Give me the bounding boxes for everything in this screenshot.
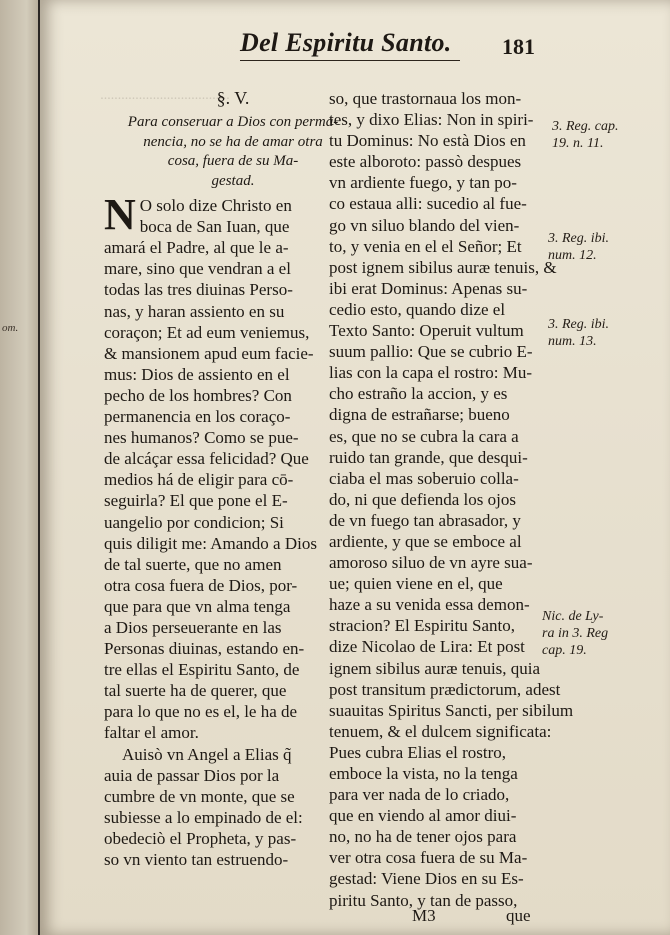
text-line: dize Nicolao de Lira: Et post bbox=[329, 637, 525, 657]
summary-line: nencia, no se ha de amar otra bbox=[143, 133, 323, 150]
margin-note bbox=[542, 608, 608, 659]
text-line: ruido tan grande, que desqui- bbox=[329, 447, 528, 467]
text-line: pecho de los hombres? Con bbox=[104, 385, 292, 405]
text-line: este alboroto: passò despues bbox=[329, 152, 522, 172]
text-line: de alcáçar essa felicidad? Que bbox=[104, 449, 309, 469]
text-line: ver otra cosa fuera de su Ma- bbox=[329, 848, 528, 868]
text-line: Pues cubra Elias el rostro, bbox=[329, 742, 507, 762]
paragraph-body bbox=[104, 191, 362, 870]
text-line: coraçon; Et ad eum veniemus, bbox=[104, 322, 310, 342]
text-line: otra cosa fuera de Dios, por- bbox=[104, 575, 298, 595]
text-line: ciaba el mas soberuio colla- bbox=[329, 468, 519, 488]
text-line: es, que no se cubra la cara a bbox=[329, 426, 519, 446]
text-line: obedeciò el Propheta, y pas- bbox=[104, 828, 297, 848]
running-header: Del Espiritu Santo. bbox=[240, 28, 460, 61]
text-line: no, no ha de tener ojos para bbox=[329, 827, 517, 847]
text-line: amará el Padre, al que le a- bbox=[104, 238, 289, 258]
text-line: suauitas Spiritus Sancti, per sibilum bbox=[329, 700, 574, 720]
text-line: para ver nada de lo criado, bbox=[329, 785, 510, 805]
summary-line: cosa, fuera de su Ma- bbox=[167, 153, 299, 170]
margin-note bbox=[548, 230, 609, 264]
text-line: tu Dominus: No està Dios en bbox=[329, 131, 526, 151]
facing-page-fragment: om. bbox=[2, 322, 19, 334]
text-line: post transitum prædictorum, adest bbox=[329, 679, 561, 699]
facing-page-edge bbox=[0, 0, 38, 935]
section-heading: §. V. bbox=[216, 88, 250, 108]
text-line: vn ardiente fuego, y tan po- bbox=[329, 173, 517, 193]
text-line: de vn fuego tan abrasador, y bbox=[329, 510, 521, 530]
text-line: ue; quien viene en el, que bbox=[329, 574, 503, 594]
section-summary bbox=[104, 113, 362, 191]
text-line: para lo que no es el, le ha de bbox=[104, 702, 298, 722]
text-line: do, ni que defienda los ojos bbox=[329, 489, 516, 509]
text-line: nes humanos? Como se pue- bbox=[104, 428, 299, 448]
text-line: quis diligit me: Amando a Dios bbox=[104, 533, 317, 553]
text-line: Auisò vn Angel a Elias q̃ bbox=[122, 744, 292, 764]
text-line: go vn siluo blando del vien- bbox=[329, 215, 520, 235]
text-line: co estaua alli: sucedio al fue- bbox=[329, 194, 527, 214]
catchword: que bbox=[506, 906, 531, 925]
margin-note-line: 3. Reg. ibi. bbox=[548, 231, 610, 246]
text-line: to, y venia en el el Señor; Et bbox=[329, 236, 522, 256]
text-line: gestad: Viene Dios en su Es- bbox=[329, 869, 524, 889]
margin-note-line: num. 12. bbox=[548, 248, 597, 263]
text-line: cedio esto, quando dize el bbox=[329, 299, 506, 319]
signature-mark: M3 bbox=[412, 906, 436, 925]
text-line: boca de San Iuan, que bbox=[139, 217, 290, 237]
text-line: so, que trastornaua los mon- bbox=[329, 89, 522, 108]
text-line: stracion? El Espiritu Santo, bbox=[329, 616, 516, 636]
text-line: faltar el amor. bbox=[104, 723, 199, 743]
text-line: que para que vn alma tenga bbox=[104, 596, 291, 616]
text-line: digna de estrañarse; bueno bbox=[329, 405, 510, 425]
margin-note-line: num. 13. bbox=[548, 334, 597, 349]
margin-note-line: ra in 3. Reg bbox=[542, 626, 609, 641]
text-column-left bbox=[104, 88, 362, 870]
text-line: permanencia en los coraço- bbox=[104, 407, 291, 427]
bleed-through-text: ····································· bbox=[100, 92, 230, 107]
text-line: & mansionem apud eum facie- bbox=[104, 343, 314, 363]
text-line: cumbre de vn monte, que se bbox=[104, 786, 295, 806]
text-line: mus: Dios de assiento en el bbox=[104, 364, 290, 384]
text-line: de tal suerte, que no amen bbox=[104, 554, 282, 574]
margin-note-line: 3. Reg. cap. bbox=[552, 119, 619, 134]
text-line: Texto Santo: Operuit vultum bbox=[329, 321, 524, 341]
margin-note-line: cap. 19. bbox=[542, 643, 587, 658]
text-column-right bbox=[329, 88, 574, 911]
text-line: lias con la capa el rostro: Mu- bbox=[329, 363, 532, 383]
text-line: suum pallio: Que se cubrio E- bbox=[329, 342, 533, 362]
margin-note-line: Nic. de Ly- bbox=[542, 609, 604, 624]
text-line: ignem sibilus auræ tenuis, quia bbox=[329, 658, 541, 678]
book-page bbox=[40, 0, 670, 935]
text-line: tenuem, & el dulcem significata: bbox=[329, 721, 552, 741]
drop-cap: N bbox=[104, 190, 136, 240]
margin-note-line: 3. Reg. ibi. bbox=[548, 317, 610, 332]
text-line: haze a su venida essa demon- bbox=[329, 595, 530, 615]
text-line: todas las tres diuinas Perso- bbox=[104, 280, 293, 300]
text-line: emboce la vista, no la tenga bbox=[329, 764, 518, 783]
text-line: mare, sino que vendran a el bbox=[104, 259, 291, 279]
text-line: medios há de eligir para cō- bbox=[104, 470, 294, 490]
text-line: piritu Santo, y tan de passo, bbox=[329, 890, 518, 910]
text-line: tal suerte ha de querer, que bbox=[104, 681, 287, 701]
text-line: que en viendo al amor diui- bbox=[329, 806, 517, 826]
text-line: a Dios perseuerante en las bbox=[104, 617, 282, 637]
margin-note bbox=[552, 118, 618, 152]
text-line: amoroso siluo de vn ayre sua- bbox=[329, 553, 533, 573]
text-line: seguirla? El que pone el E- bbox=[104, 491, 288, 511]
margin-note-line: 19. n. 11. bbox=[552, 136, 604, 151]
text-line: Personas diuinas, estando en- bbox=[104, 639, 305, 659]
summary-line: Para conseruar a Dios con perma- bbox=[127, 114, 339, 131]
text-line: nas, y haran assiento en su bbox=[104, 301, 285, 321]
margin-note bbox=[548, 316, 609, 350]
text-line: auia de passar Dios por la bbox=[104, 765, 280, 785]
text-line: tre ellas el Espiritu Santo, de bbox=[104, 660, 300, 680]
text-line: so vn viento tan estruendo- bbox=[104, 850, 289, 869]
text-line: cho estraño la accion, y es bbox=[329, 384, 508, 404]
summary-line: gestad. bbox=[211, 172, 255, 189]
text-line: ibi erat Dominus: Apenas su- bbox=[329, 278, 528, 298]
text-line: tes, y dixo Elias: Non in spiri- bbox=[329, 110, 534, 130]
text-line: uangelio por condicion; Si bbox=[104, 512, 284, 532]
text-line: O solo dize Christo en bbox=[139, 196, 292, 216]
text-line: subiesse a lo empinado de el: bbox=[104, 807, 303, 827]
page-number: 181 bbox=[502, 34, 535, 59]
text-line: post ignem sibilus auræ tenuis, & bbox=[329, 257, 557, 277]
text-line: ardiente, y que se emboce al bbox=[329, 531, 522, 551]
